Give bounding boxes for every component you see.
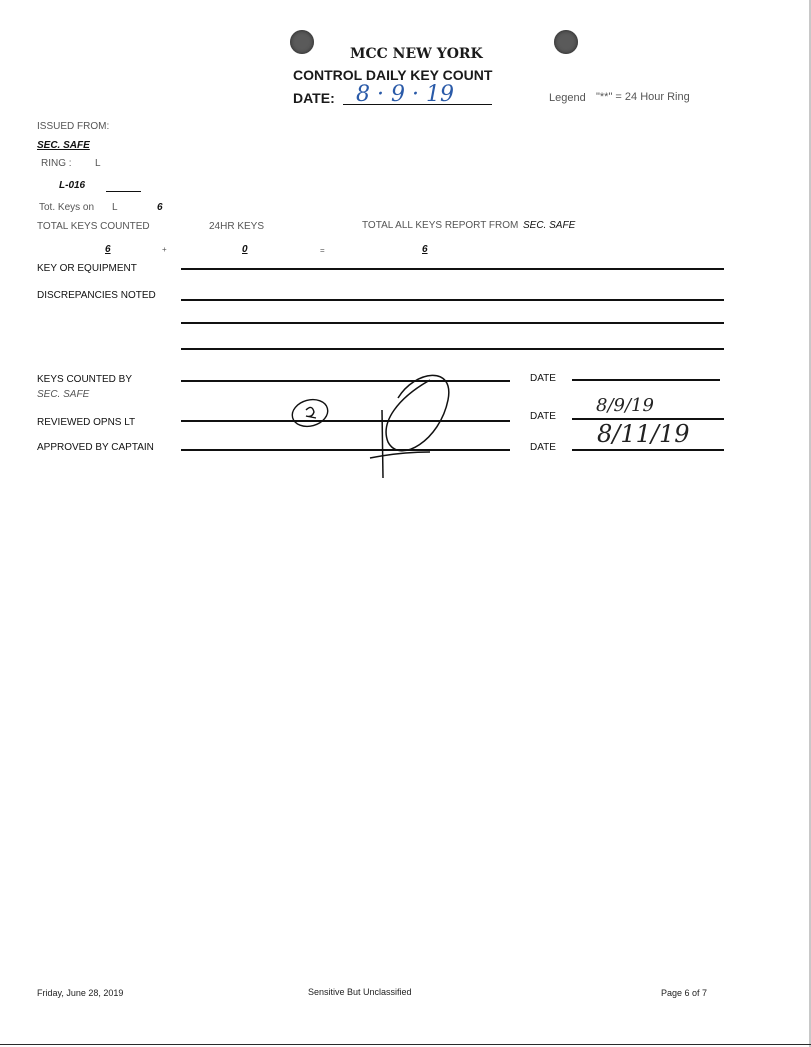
approved-date-handwritten: 8/11/19 [597,420,690,448]
date-label: DATE: [293,90,335,106]
key-equipment-label: KEY OR EQUIPMENT [37,263,137,274]
total-keys-label: TOTAL KEYS COUNTED [37,221,150,232]
tot-keys-ring: L [112,202,118,213]
page-title: CONTROL DAILY KEY COUNT [293,67,493,83]
approved-label: APPROVED BY CAPTAIN [37,442,154,453]
total-all-label: TOTAL ALL KEYS REPORT FROM [362,220,519,231]
ring-id-underline [106,191,141,192]
tot-keys-value: 6 [157,202,163,213]
facility-name: MCC NEW YORK [350,46,483,62]
ring-id: L-016 [59,180,86,191]
page-edge-bottom [0,1044,811,1045]
captain-signature [370,375,449,478]
footer-page-number: Page 6 of 7 [661,988,708,998]
reviewed-date-label: DATE [530,411,556,422]
discrepancies-label: DISCREPANCIES NOTED [37,290,156,301]
equals-sign: = [320,246,325,255]
counted-date-line [572,379,720,381]
approved-date-line [572,449,724,451]
discrepancies-line-1 [181,299,724,301]
date-underline [343,104,492,105]
ring-label: RING : [41,158,72,169]
punch-hole-right [554,30,578,54]
handwritten-date: 8 · 9 · 19 [356,82,454,107]
reviewed-label: REVIEWED OPNS LT [37,417,136,428]
footer-date: Friday, June 28, 2019 [37,988,124,998]
issued-from-label: ISSUED FROM: [37,121,110,132]
keys-24hr-value: 0 [242,244,248,255]
total-keys-value: 6 [105,244,111,255]
plus-sign: + [162,245,167,254]
approved-date-label: DATE [530,442,556,453]
ring-value: L [95,158,101,169]
legend-text: "**" = 24 Hour Ring [596,91,690,103]
total-all-from: SEC. SAFE [523,220,576,231]
keys-counted-sub: SEC. SAFE [37,389,90,400]
reviewed-date-handwritten: 8/9/19 [596,395,654,416]
discrepancies-line-3 [181,348,724,350]
tot-keys-label: Tot. Keys on [39,202,95,213]
footer-classification: Sensitive But Unclassified [308,987,412,997]
keys-counted-label: KEYS COUNTED BY [37,374,133,385]
discrepancies-line-2 [181,322,724,324]
punch-hole-left [290,30,314,54]
counted-date-label: DATE [530,373,556,384]
issued-location: SEC. SAFE [37,140,90,151]
key-equipment-line [181,268,724,270]
signature-drawings [280,360,480,480]
initials-signature [289,396,331,430]
legend-label: Legend [549,92,586,104]
keys-24hr-label: 24HR KEYS [209,221,265,232]
total-all-value: 6 [422,244,428,255]
